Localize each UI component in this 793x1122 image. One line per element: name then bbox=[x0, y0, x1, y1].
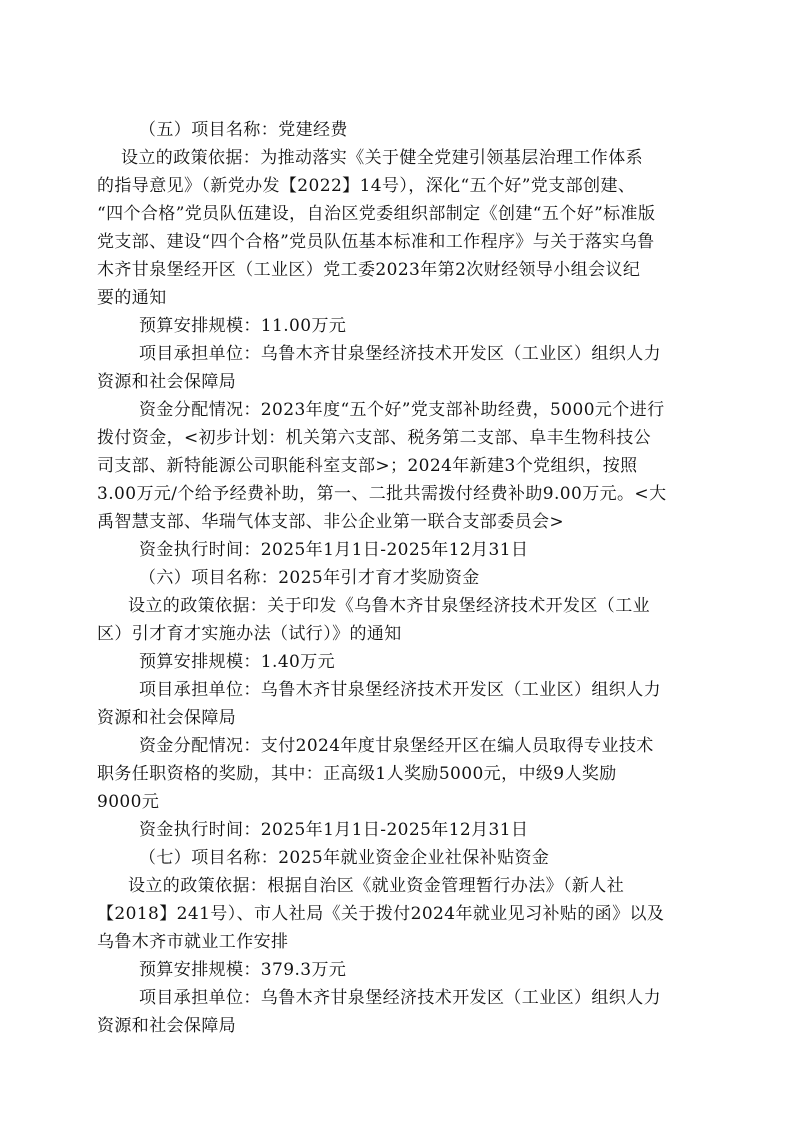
paragraph-line: 资源和社会保障局 bbox=[97, 372, 237, 392]
paragraph-line: 资源和社会保障局 bbox=[97, 1016, 237, 1036]
paragraph-line: 的指导意见》（新党办发【2022】14号），深化“五个好”党支部创建、 bbox=[97, 176, 636, 196]
paragraph-line: 拨付资金，<初步计划：机关第六支部、税务第二支部、阜丰生物科技公 bbox=[97, 428, 652, 448]
paragraph-line: 资金执行时间：2025年1月1日-2025年12月31日 bbox=[139, 540, 529, 560]
paragraph-line: 预算安排规模：11.00万元 bbox=[139, 316, 347, 336]
paragraph-line: 资金分配情况：支付2024年度甘泉堡经开区在编人员取得专业技术 bbox=[139, 736, 654, 756]
paragraph-line: 资金执行时间：2025年1月1日-2025年12月31日 bbox=[139, 820, 529, 840]
paragraph-line: 项目承担单位：乌鲁木齐甘泉堡经济技术开发区（工业区）组织人力 bbox=[139, 344, 661, 364]
paragraph-line: 党支部、建设“四个合格”党员队伍基本标准和工作程序》与关于落实乌鲁 bbox=[97, 232, 655, 252]
paragraph-line: 设立的政策依据：根据自治区《就业资金管理暂行办法》（新人社 bbox=[128, 876, 625, 896]
paragraph-line: 职务任职资格的奖励，其中：正高级1人奖励5000元，中级9人奖励 bbox=[97, 764, 617, 784]
paragraph-line: 木齐甘泉堡经开区（工业区）党工委2023年第2次财经领导小组会议纪 bbox=[97, 260, 641, 280]
paragraph-line: 设立的政策依据：为推动落实《关于健全党建引领基层治理工作体系 bbox=[121, 148, 643, 168]
paragraph-line: 项目承担单位：乌鲁木齐甘泉堡经济技术开发区（工业区）组织人力 bbox=[139, 988, 661, 1008]
paragraph-line: “四个合格”党员队伍建设，自治区党委组织部制定《创建“五个好”标准版 bbox=[97, 204, 656, 224]
paragraph-line: 预算安排规模：379.3万元 bbox=[139, 960, 347, 980]
section-heading: （六）项目名称：2025年引才育才奖励资金 bbox=[139, 568, 480, 588]
paragraph-line: 禹智慧支部、华瑞气体支部、非公企业第一联合支部委员会> bbox=[97, 512, 565, 532]
paragraph-line: 9000元 bbox=[97, 792, 160, 812]
paragraph-line: 乌鲁木齐市就业工作安排 bbox=[97, 932, 289, 952]
paragraph-line: 司支部、新特能源公司职能科室支部>；2024年新建3个党组织，按照 bbox=[97, 456, 638, 476]
section-heading: （五）项目名称：党建经费 bbox=[139, 120, 348, 140]
paragraph-line: 要的通知 bbox=[97, 288, 167, 308]
paragraph-line: 设立的政策依据：关于印发《乌鲁木齐甘泉堡经济技术开发区（工业 bbox=[128, 596, 650, 616]
paragraph-line: 预算安排规模：1.40万元 bbox=[139, 652, 336, 672]
paragraph-line: 资金分配情况：2023年度“五个好”党支部补助经费，5000元个进行 bbox=[139, 400, 665, 420]
paragraph-line: 【2018】241号）、市人社局《关于拨付2024年就业见习补贴的函》以及 bbox=[97, 904, 665, 924]
paragraph-line: 3.00万元/个给予经费补助，第一、二批共需拨付经费补助9.00万元。<大 bbox=[97, 484, 667, 504]
section-heading: （七）项目名称：2025年就业资金企业社保补贴资金 bbox=[139, 848, 550, 868]
paragraph-line: 项目承担单位：乌鲁木齐甘泉堡经济技术开发区（工业区）组织人力 bbox=[139, 680, 661, 700]
paragraph-line: 区）引才育才实施办法（试行）》的通知 bbox=[97, 624, 402, 644]
paragraph-line: 资源和社会保障局 bbox=[97, 708, 237, 728]
